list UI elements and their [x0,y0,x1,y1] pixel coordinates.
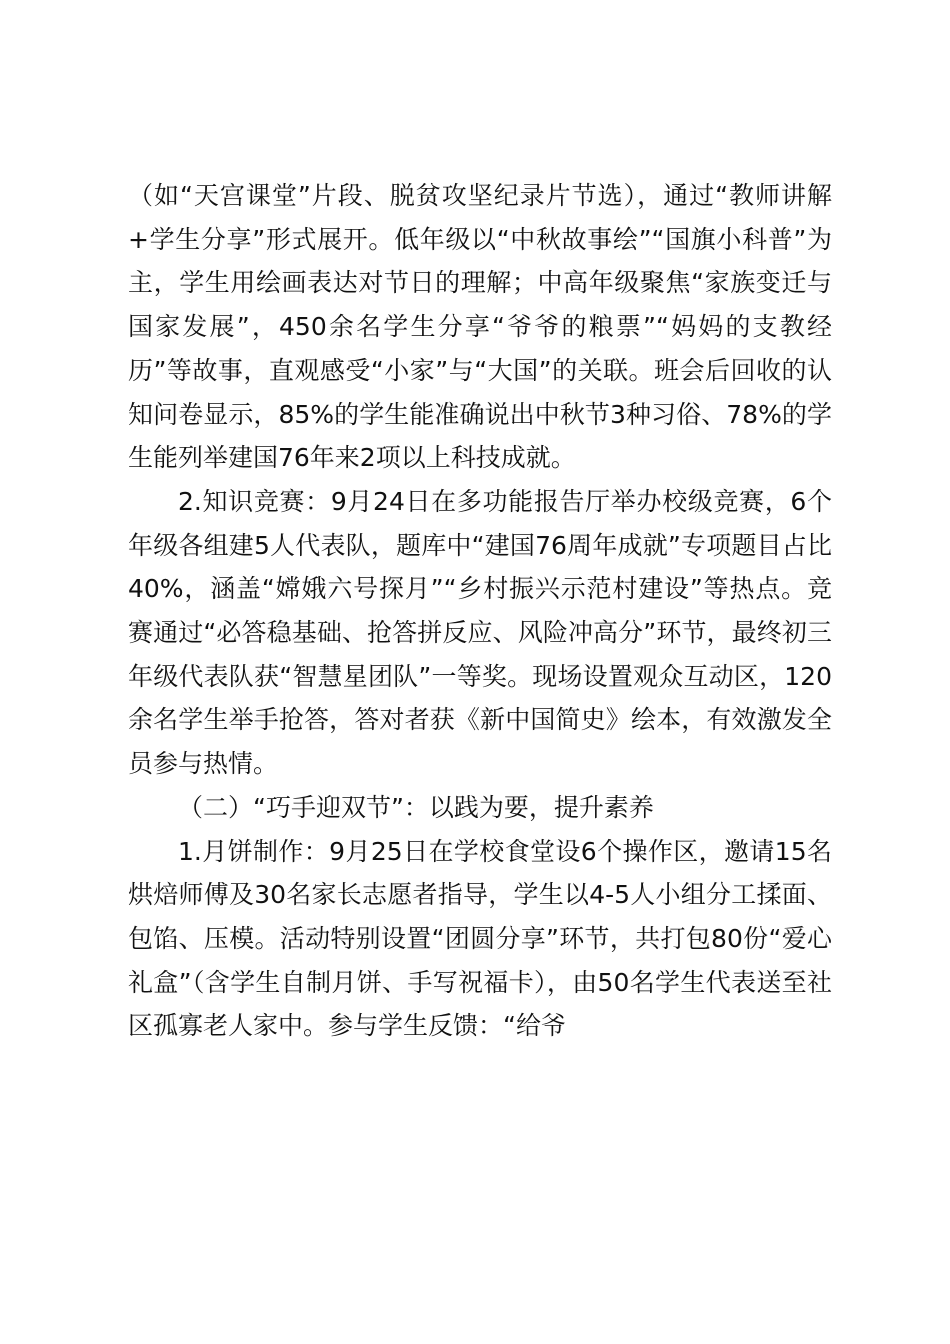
paragraph-mooncake-making: 1.月饼制作：9月25日在学校食堂设6个操作区，邀请15名烘焙师傅及30名家长志愿者指导，学生以4-5人小组分工揉面、包馅、压模。活动特别设置“团圆分享”环节，共打包80份“爱心礼盒”（含学生自制月饼、手写祝福卡），由50名学生代表送至社区孤寡老人家中。参与学生反馈：“给爷 [128,836,832,1041]
section-heading-handcraft: （二）“巧手迎双节”：以践为要，提升素养 [178,792,654,822]
paragraph-knowledge-competition: 2.知识竞赛：9月24日在多功能报告厅举办校级竞赛，6个年级各组建5人代表队，题库中“建国76周年成就”专项题目占比40%，涵盖“嫦娥六号探月”“乡村振兴示范村建设”等热点。竞赛通过“必答稳基础、抢答拼反应、风险冲高分”环节，最终初三年级代表队获“智慧星团队”一等奖。现场设置观众互动区，120余名学生举手抢答，答对者获《新中国简史》绘本，有效激发全员参与热情。 [128,486,832,779]
document-body [128,174,832,1048]
paragraph-class-meeting-results: （如“天宫课堂”片段、脱贫攻坚纪录片节选），通过“教师讲解+学生分享”形式展开。低年级以“中秋故事绘”“国旗小科普”为主，学生用绘画表达对节日的理解；中高年级聚焦“家族变迁与国家发展”，450余名学生分享“爷爷的粮票”“妈妈的支教经历”等故事，直观感受“小家”与“大国”的关联。班会后回收的认知问卷显示，85%的学生能准确说出中秋节3种习俗、78%的学生能列举建国76年来2项以上科技成就。 [128,181,832,473]
